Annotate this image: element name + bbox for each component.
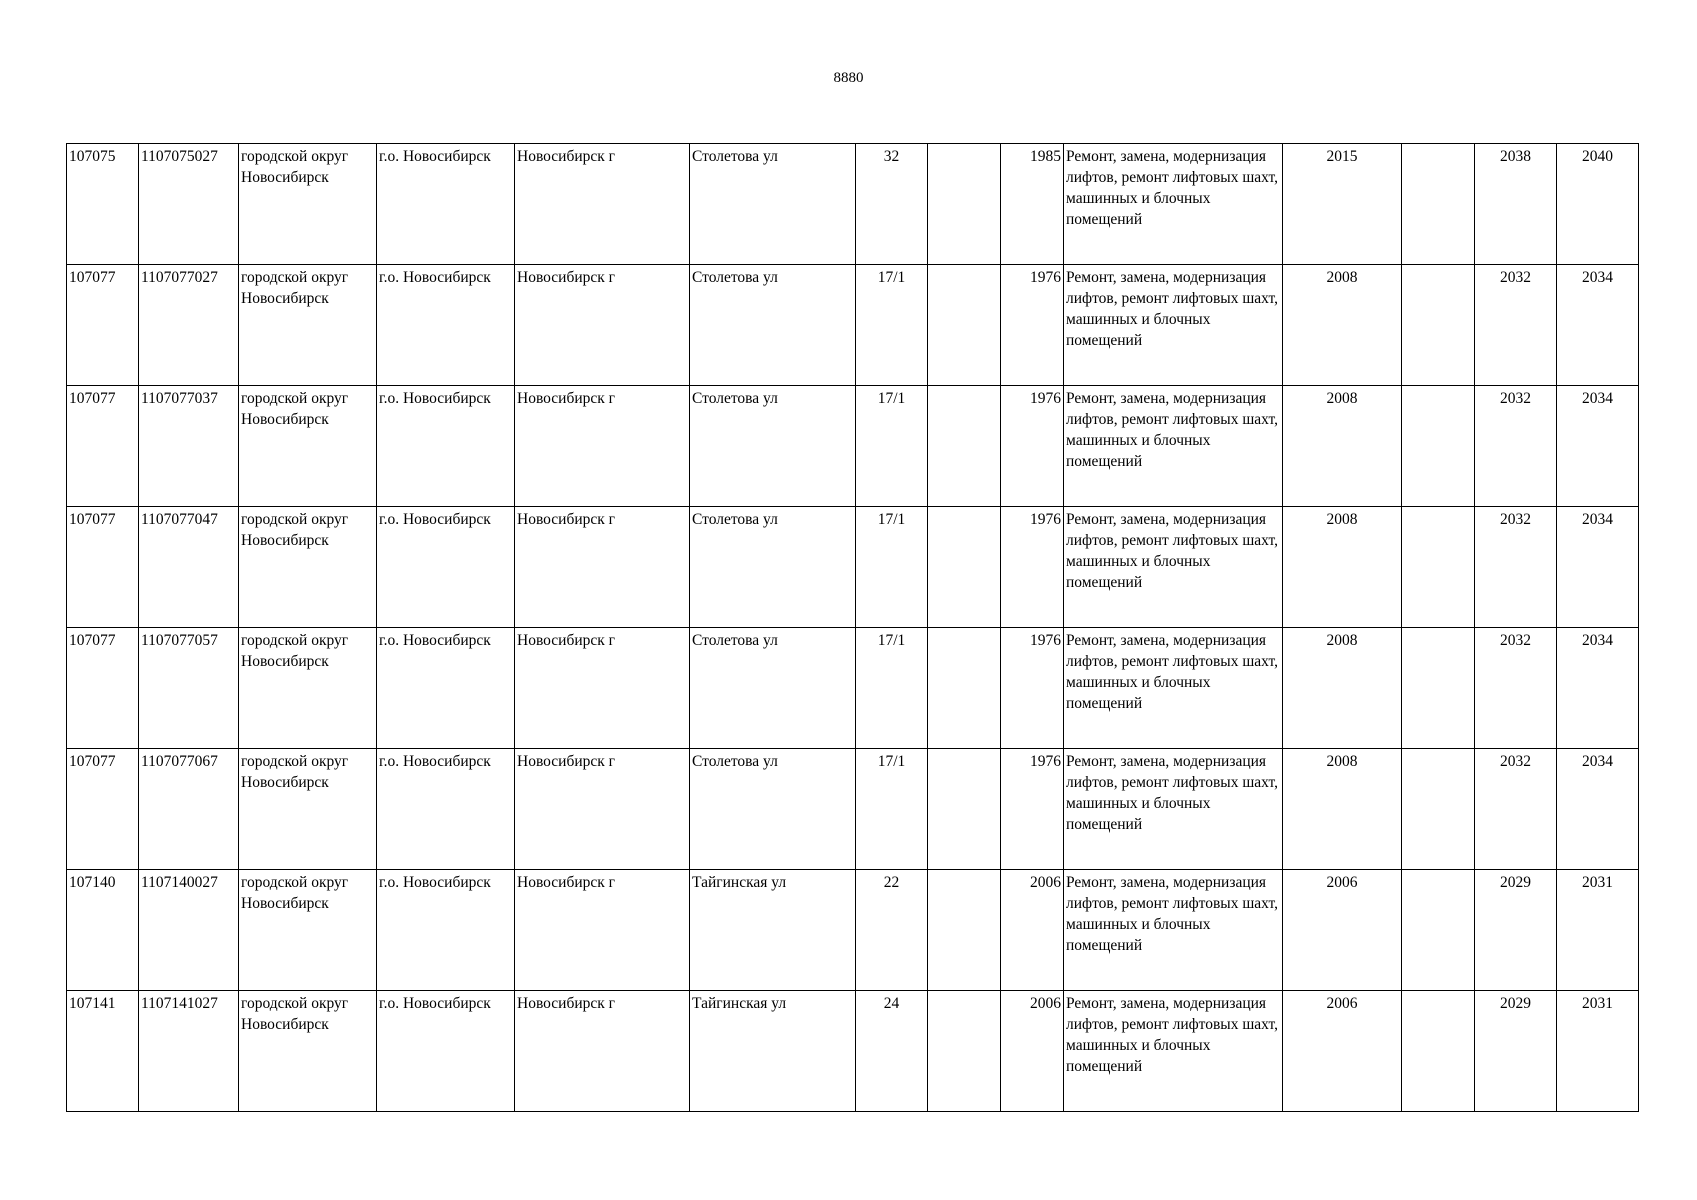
house-number-cell: 17/1 <box>856 749 928 870</box>
last-repair-year-cell: 2006 <box>1283 870 1402 991</box>
code-cell: 1107075027 <box>139 144 239 265</box>
code-cell: 1107077037 <box>139 386 239 507</box>
id-cell: 107077 <box>67 628 139 749</box>
planned-start-year-cell: 2029 <box>1475 991 1557 1112</box>
empty-cell <box>1402 144 1475 265</box>
planned-end-year-cell: 2034 <box>1557 628 1639 749</box>
planned-start-year-cell: 2032 <box>1475 507 1557 628</box>
empty-cell <box>1402 991 1475 1112</box>
district-cell: г.о. Новосибирск <box>377 991 515 1112</box>
planned-start-year-cell: 2032 <box>1475 628 1557 749</box>
municipality-cell: городской округ Новосибирск <box>239 991 377 1112</box>
page-number: 8880 <box>833 70 864 86</box>
code-cell: 1107141027 <box>139 991 239 1112</box>
last-repair-year-cell: 2008 <box>1283 507 1402 628</box>
year-built-cell: 2006 <box>1001 991 1064 1112</box>
city-cell: Новосибирск г <box>515 870 690 991</box>
work-type-cell: Ремонт, замена, модернизация лифтов, ремонт лифтовых шахт, машинных и блочных помещений <box>1064 991 1283 1112</box>
district-cell: г.о. Новосибирск <box>377 628 515 749</box>
street-cell: Столетова ул <box>690 386 856 507</box>
id-cell: 107077 <box>67 386 139 507</box>
street-cell: Тайгинская ул <box>690 991 856 1112</box>
code-cell: 1107077047 <box>139 507 239 628</box>
last-repair-year-cell: 2008 <box>1283 749 1402 870</box>
municipality-cell: городской округ Новосибирск <box>239 628 377 749</box>
id-cell: 107141 <box>67 991 139 1112</box>
empty-cell <box>928 870 1001 991</box>
empty-cell <box>928 507 1001 628</box>
year-built-cell: 1976 <box>1001 749 1064 870</box>
empty-cell <box>928 265 1001 386</box>
year-built-cell: 1976 <box>1001 507 1064 628</box>
municipality-cell: городской округ Новосибирск <box>239 144 377 265</box>
city-cell: Новосибирск г <box>515 386 690 507</box>
municipality-cell: городской округ Новосибирск <box>239 749 377 870</box>
work-type-cell: Ремонт, замена, модернизация лифтов, ремонт лифтовых шахт, машинных и блочных помещений <box>1064 386 1283 507</box>
planned-end-year-cell: 2034 <box>1557 386 1639 507</box>
planned-end-year-cell: 2040 <box>1557 144 1639 265</box>
house-number-cell: 17/1 <box>856 628 928 749</box>
code-cell: 1107077067 <box>139 749 239 870</box>
id-cell: 107077 <box>67 507 139 628</box>
table-row <box>67 265 1639 386</box>
table-row <box>67 507 1639 628</box>
last-repair-year-cell: 2008 <box>1283 265 1402 386</box>
work-type-cell: Ремонт, замена, модернизация лифтов, ремонт лифтовых шахт, машинных и блочных помещений <box>1064 265 1283 386</box>
work-type-cell: Ремонт, замена, модернизация лифтов, ремонт лифтовых шахт, машинных и блочных помещений <box>1064 749 1283 870</box>
planned-start-year-cell: 2032 <box>1475 265 1557 386</box>
empty-cell <box>928 144 1001 265</box>
id-cell: 107140 <box>67 870 139 991</box>
city-cell: Новосибирск г <box>515 628 690 749</box>
street-cell: Столетова ул <box>690 144 856 265</box>
planned-end-year-cell: 2034 <box>1557 265 1639 386</box>
table-body <box>67 144 1639 1112</box>
id-cell: 107077 <box>67 749 139 870</box>
planned-end-year-cell: 2034 <box>1557 507 1639 628</box>
table-row <box>67 991 1639 1112</box>
empty-cell <box>928 749 1001 870</box>
year-built-cell: 1976 <box>1001 386 1064 507</box>
code-cell: 1107140027 <box>139 870 239 991</box>
table-row <box>67 628 1639 749</box>
house-number-cell: 32 <box>856 144 928 265</box>
last-repair-year-cell: 2008 <box>1283 386 1402 507</box>
street-cell: Столетова ул <box>690 507 856 628</box>
house-number-cell: 17/1 <box>856 265 928 386</box>
table-row <box>67 144 1639 265</box>
street-cell: Столетова ул <box>690 749 856 870</box>
district-cell: г.о. Новосибирск <box>377 749 515 870</box>
district-cell: г.о. Новосибирск <box>377 507 515 628</box>
planned-end-year-cell: 2031 <box>1557 991 1639 1112</box>
district-cell: г.о. Новосибирск <box>377 386 515 507</box>
planned-start-year-cell: 2038 <box>1475 144 1557 265</box>
empty-cell <box>1402 749 1475 870</box>
empty-cell <box>1402 870 1475 991</box>
table-row <box>67 749 1639 870</box>
municipality-cell: городской округ Новосибирск <box>239 265 377 386</box>
planned-end-year-cell: 2031 <box>1557 870 1639 991</box>
municipality-cell: городской округ Новосибирск <box>239 870 377 991</box>
empty-cell <box>928 991 1001 1112</box>
id-cell: 107075 <box>67 144 139 265</box>
city-cell: Новосибирск г <box>515 507 690 628</box>
empty-cell <box>1402 628 1475 749</box>
year-built-cell: 1976 <box>1001 628 1064 749</box>
last-repair-year-cell: 2015 <box>1283 144 1402 265</box>
table-row <box>67 386 1639 507</box>
city-cell: Новосибирск г <box>515 991 690 1112</box>
district-cell: г.о. Новосибирск <box>377 144 515 265</box>
year-built-cell: 1976 <box>1001 265 1064 386</box>
street-cell: Столетова ул <box>690 265 856 386</box>
municipality-cell: городской округ Новосибирск <box>239 507 377 628</box>
code-cell: 1107077027 <box>139 265 239 386</box>
planned-end-year-cell: 2034 <box>1557 749 1639 870</box>
year-built-cell: 2006 <box>1001 870 1064 991</box>
code-cell: 1107077057 <box>139 628 239 749</box>
municipality-cell: городской округ Новосибирск <box>239 386 377 507</box>
house-number-cell: 17/1 <box>856 507 928 628</box>
planned-start-year-cell: 2032 <box>1475 749 1557 870</box>
city-cell: Новосибирск г <box>515 265 690 386</box>
house-number-cell: 22 <box>856 870 928 991</box>
last-repair-year-cell: 2006 <box>1283 991 1402 1112</box>
district-cell: г.о. Новосибирск <box>377 265 515 386</box>
registry-table <box>66 143 1639 1112</box>
empty-cell <box>1402 386 1475 507</box>
house-number-cell: 24 <box>856 991 928 1112</box>
planned-start-year-cell: 2029 <box>1475 870 1557 991</box>
empty-cell <box>928 628 1001 749</box>
city-cell: Новосибирск г <box>515 144 690 265</box>
street-cell: Столетова ул <box>690 628 856 749</box>
planned-start-year-cell: 2032 <box>1475 386 1557 507</box>
empty-cell <box>1402 507 1475 628</box>
work-type-cell: Ремонт, замена, модернизация лифтов, ремонт лифтовых шахт, машинных и блочных помещений <box>1064 628 1283 749</box>
table-row <box>67 870 1639 991</box>
city-cell: Новосибирск г <box>515 749 690 870</box>
work-type-cell: Ремонт, замена, модернизация лифтов, ремонт лифтовых шахт, машинных и блочных помещений <box>1064 507 1283 628</box>
work-type-cell: Ремонт, замена, модернизация лифтов, ремонт лифтовых шахт, машинных и блочных помещений <box>1064 144 1283 265</box>
year-built-cell: 1985 <box>1001 144 1064 265</box>
empty-cell <box>1402 265 1475 386</box>
id-cell: 107077 <box>67 265 139 386</box>
house-number-cell: 17/1 <box>856 386 928 507</box>
work-type-cell: Ремонт, замена, модернизация лифтов, ремонт лифтовых шахт, машинных и блочных помещений <box>1064 870 1283 991</box>
empty-cell <box>928 386 1001 507</box>
district-cell: г.о. Новосибирск <box>377 870 515 991</box>
street-cell: Тайгинская ул <box>690 870 856 991</box>
last-repair-year-cell: 2008 <box>1283 628 1402 749</box>
